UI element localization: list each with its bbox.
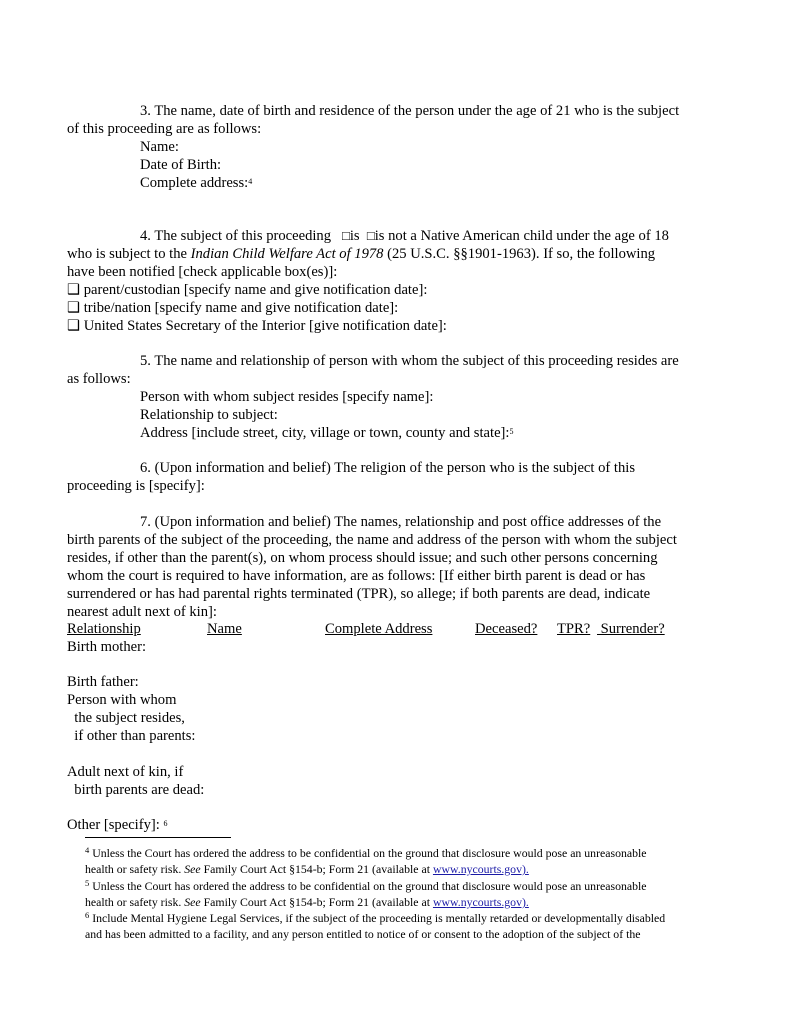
s5-resides-with-label: Person with whom subject resides [specify name]: (140, 389, 434, 405)
s4-line1: 4. The subject of this proceeding □is □is not a Native American child under the age of 18 (140, 228, 669, 244)
footnote-4-line1: $^4$ Unless the Court has ordered the address to be confidential on the ground that disclosure would pose an unreasonable (85, 845, 647, 860)
nycourts-link[interactable]: www.nycourts.gov). (432, 862, 529, 876)
s7-line3: resides, if other than the parent(s), on whom process should issue; and such other persons concerning (67, 550, 658, 566)
footnote-ref-4[interactable]: 4 (248, 177, 253, 186)
row-birth-mother: Birth mother: (67, 639, 147, 655)
s5-relationship-label: Relationship to subject: (140, 407, 278, 423)
row-birth-father: Birth father: (67, 674, 139, 690)
row-adult-next-of-kin-1: Adult next of kin, if (67, 764, 184, 780)
s6-line2: proceeding is [specify]: (67, 478, 205, 494)
s4-line2: who is subject to the Indian Child Welfare Act of 1978 (25 U.S.C. §§1901-1963). If so, the following (67, 246, 656, 262)
s6-line1: 6. (Upon information and belief) The religion of the person who is the subject of this (140, 460, 635, 476)
header-deceased: Deceased? (475, 621, 538, 637)
tribe-checkbox[interactable]: ❑ (67, 300, 81, 316)
icwa-act-title: Indian Child Welfare Act of 1978 (190, 246, 384, 262)
footnote-6-line1: $^6$ Include Mental Hygiene Legal Services, if the subject of the proceeding is mentally retarded or developmentally disabled (85, 910, 666, 925)
nycourts-link[interactable]: www.nycourts.gov). (432, 895, 529, 909)
s7-line6: nearest adult next of kin]: (67, 604, 217, 620)
s3-line1: 3. The name, date of birth and residence of the person under the age of 21 who is the subject (140, 103, 680, 119)
s5-address-label: Address [include street, city, village or town, county and state]:$^5$ (140, 425, 514, 441)
header-complete-address: Complete Address (325, 621, 433, 637)
header-relationship: Relationship (67, 621, 141, 637)
s7-line5: surrendered or has had parental rights terminated (TPR), so allege; if both parents are dead, indicate (67, 586, 651, 602)
s7-line2: birth parents of the subject of the proceeding, the name and address of the person with whom the subject (67, 532, 677, 548)
s3-name-label: Name: (140, 139, 179, 155)
s7-line1: 7. (Upon information and belief) The names, relationship and post office addresses of the (140, 514, 662, 530)
s5-line2: as follows: (67, 371, 131, 387)
row-person-with-whom-1: Person with whom (67, 692, 177, 708)
footnote-5-line2: health or safety risk. See Family Court Act §154-b; Form 21 (available at www.nycourts.gov). (85, 895, 529, 909)
parent-checkbox[interactable]: ❑ (67, 282, 81, 298)
row-person-with-whom-3: if other than parents: (67, 728, 196, 744)
s5-line1: 5. The name and relationship of person with whom the subject of this proceeding resides are (140, 353, 679, 369)
row-person-with-whom-2: the subject resides, (67, 710, 185, 726)
row-adult-next-of-kin-2: birth parents are dead: (67, 782, 205, 798)
footnote-4-line2: health or safety risk. See Family Court Act §154-b; Form 21 (available at www.nycourts.gov). (85, 862, 529, 876)
header-surrender: Surrender? (597, 621, 665, 637)
s3-line2: of this proceeding are as follows: (67, 121, 262, 137)
footnote-ref-5[interactable]: 5 (509, 427, 514, 436)
footnote-separator (85, 837, 231, 838)
footnote-6-line2: and has been admitted to a facility, and any person entitled to notice of or consent to the adoption of the subject of the (85, 927, 641, 941)
footnote-ref-6[interactable]: 6 (163, 819, 168, 828)
is-checkbox[interactable]: □ (341, 228, 350, 243)
row-other: Other [specify]: $^6$ (67, 817, 168, 833)
notify-option-secretary: ❑ United States Secretary of the Interior [give notification date]: (67, 318, 447, 334)
header-tpr: TPR? (557, 621, 591, 637)
header-name: Name (207, 621, 242, 637)
s4-line3: have been notified [check applicable box(es)]: (67, 264, 338, 280)
is-not-checkbox[interactable]: □ (366, 228, 375, 243)
notify-option-tribe: ❑ tribe/nation [specify name and give notification date]: (67, 300, 399, 316)
s3-dob-label: Date of Birth: (140, 157, 222, 173)
s7-line4: whom the court is required to have information, are as follows: [If either birth parent is dead or has (67, 568, 646, 584)
footnote-5-line1: $^5$ Unless the Court has ordered the address to be confidential on the ground that disclosure would pose an unreasonable (85, 878, 647, 893)
notify-option-parent: ❑ parent/custodian [specify name and give notification date]: (67, 282, 428, 298)
secretary-checkbox[interactable]: ❑ (67, 318, 81, 334)
s3-address-label: Complete address:$^4$ (140, 175, 253, 191)
